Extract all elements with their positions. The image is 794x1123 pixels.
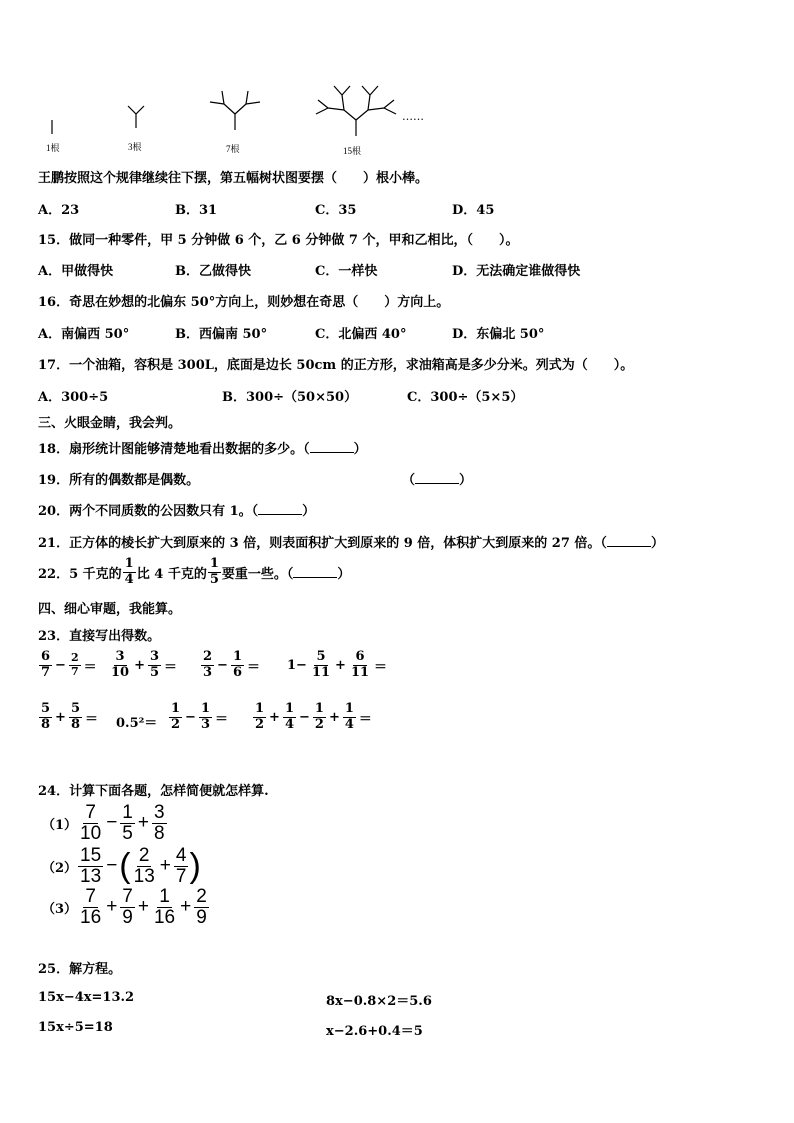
figure-label-1: 1根 (46, 143, 60, 153)
q16-option-a: A．南偏西 50° (38, 327, 130, 342)
q24-title: 24．计算下面各题，怎样简便就怎样算. (38, 784, 269, 799)
q16-option-d: D．东偏北 50° (452, 327, 545, 342)
q22-prefix: 22．5 千克的 (38, 566, 122, 582)
q21-answer-blank[interactable] (607, 536, 651, 547)
q14-option-b: B．31 (175, 203, 218, 218)
q19-open: （ (402, 473, 416, 488)
q23-r2-e1: $\frac{5}{8}$ + $\frac{5}{8}$ ＝ (41, 701, 99, 732)
q23-r1-e2: $\frac{3}{10}$ + $\frac{3}{5}$ ＝ (111, 649, 178, 680)
q23-r2-e3: $\frac{1}{2}$ − $\frac{1}{3}$ ＝ (171, 701, 229, 732)
q22-mid: 比 4 千克的 (136, 566, 207, 582)
q15-option-c: C．一样快 (315, 264, 378, 279)
q21-text: 21．正方体的棱长扩大到原来的 3 倍，则表面积扩大到原来的 9 倍，体积扩大到原来的 27 倍。（ (38, 536, 607, 551)
q19-close: ） (459, 473, 473, 488)
q14-option-c: C．35 (315, 203, 357, 218)
q14-option-d: D．45 (452, 203, 495, 218)
q19-answer-blank[interactable] (415, 473, 459, 484)
q17-option-b: B．300÷（50×50） (222, 390, 358, 405)
tree-3 (128, 106, 144, 128)
q18-answer-blank[interactable] (310, 442, 354, 453)
figure-ellipsis: …… (402, 110, 424, 123)
q14-option-a: A．23 (38, 203, 80, 218)
q15-option-b: B．乙做得快 (175, 264, 251, 279)
q24-part-1: （1） $\frac{7}{10}$ − $\frac{1}{5}$ + $\frac{3}{8}$ (42, 802, 165, 844)
q22-line (38, 557, 350, 588)
q20-answer-blank[interactable] (258, 504, 302, 515)
q23-r1-e1: $\frac{6}{7}$ − $\frac{2}{7}$ ＝ (41, 649, 97, 680)
q24-part-3-label: （3） (42, 901, 78, 917)
q15-stem: 15．做同一种零件，甲 5 分钟做 6 个，乙 6 分钟做 7 个，甲和乙相比，（ ）。 (38, 233, 519, 248)
q22-fraction-1: $\frac{1}{4}$ (124, 556, 134, 587)
q18-line (38, 438, 367, 457)
q25-equation-3: 15x÷5=18 (38, 1020, 113, 1035)
q17-option-a: A．300÷5 (38, 390, 109, 405)
section-3-heading: 三、火眼金睛，我会判。 (38, 416, 182, 431)
q24-part-2-label: （2） (42, 860, 78, 876)
q22-close: ） (337, 566, 351, 582)
q20-close: ） (302, 504, 316, 519)
q24-part-1-label: （1） (42, 817, 78, 833)
q23-r2-e2: 0.5²＝ (116, 716, 158, 731)
tree-15 (316, 86, 396, 136)
q17-option-c: C．300÷（5×5） (407, 390, 524, 405)
q18-close: ） (353, 442, 367, 457)
q23-r1-e4: 1− $\frac{5}{11}$ + $\frac{6}{11}$ ＝ (287, 649, 388, 680)
q25-equation-4: x−2.6+0.4＝5 (326, 1024, 423, 1039)
q25-title: 25．解方程。 (38, 962, 122, 977)
q24-part-3: （3） $\frac{7}{16}$ + $\frac{7}{9}$ + $\frac{1}{16}$ + $\frac{2}{9}$ (42, 886, 207, 928)
stick-tree-figure (40, 78, 440, 158)
q19-answer (402, 469, 472, 488)
q21-close: ） (650, 536, 664, 551)
figure-label-15: 15根 (343, 146, 362, 156)
q24-part-2: （2） $\frac{15}{13}$ − ( $\frac{2}{13}$ + $\frac{4}{7}$ ) (42, 845, 201, 887)
q25-equation-1: 15x−4x=13.2 (38, 990, 135, 1005)
q15-option-a: A．甲做得快 (38, 264, 114, 279)
q15-option-d: D．无法确定谁做得快 (452, 264, 581, 279)
tree-7 (210, 91, 260, 130)
q21-line (38, 532, 664, 551)
q22-answer-blank[interactable] (293, 567, 337, 578)
q23-title: 23．直接写出得数。 (38, 629, 161, 644)
q14-stem: 王鹏按照这个规律继续往下摆，第五幅树状图要摆（ ）根小棒。 (38, 171, 429, 186)
q16-option-b: B．西偏南 50° (175, 327, 268, 342)
q18-text: 18．扇形统计图能够清楚地看出数据的多少。（ (38, 442, 310, 457)
figure-label-3: 3根 (128, 142, 142, 152)
q23-r1-e3: $\frac{2}{3}$ − $\frac{1}{6}$ ＝ (203, 649, 261, 680)
q16-option-c: C．北偏西 40° (315, 327, 407, 342)
q22-fraction-2: $\frac{1}{5}$ (209, 556, 219, 587)
figure-label-7: 7根 (226, 144, 240, 154)
q22-suffix: 要重一些。（ (221, 566, 294, 582)
q19-text: 19．所有的偶数都是偶数。 (38, 473, 200, 488)
q20-text: 20．两个不同质数的公因数只有 1。（ (38, 504, 259, 519)
q23-r2-e4: $\frac{1}{2}$ + $\frac{1}{4}$ − $\frac{1}{2}$ + $\frac{1}{4}$ ＝ (255, 701, 372, 732)
q16-stem: 16．奇思在妙想的北偏东 50°方向上，则妙想在奇思（ ）方向上。 (38, 295, 450, 310)
q25-equation-2: 8x−0.8×2＝5.6 (326, 994, 432, 1009)
q20-line (38, 500, 315, 519)
section-4-heading: 四、细心审题，我能算。 (38, 602, 182, 617)
q17-stem: 17．一个油箱，容积是 300L，底面是边长 50cm 的正方形，求油箱高是多少分米。列式为（ ）。 (38, 358, 634, 373)
